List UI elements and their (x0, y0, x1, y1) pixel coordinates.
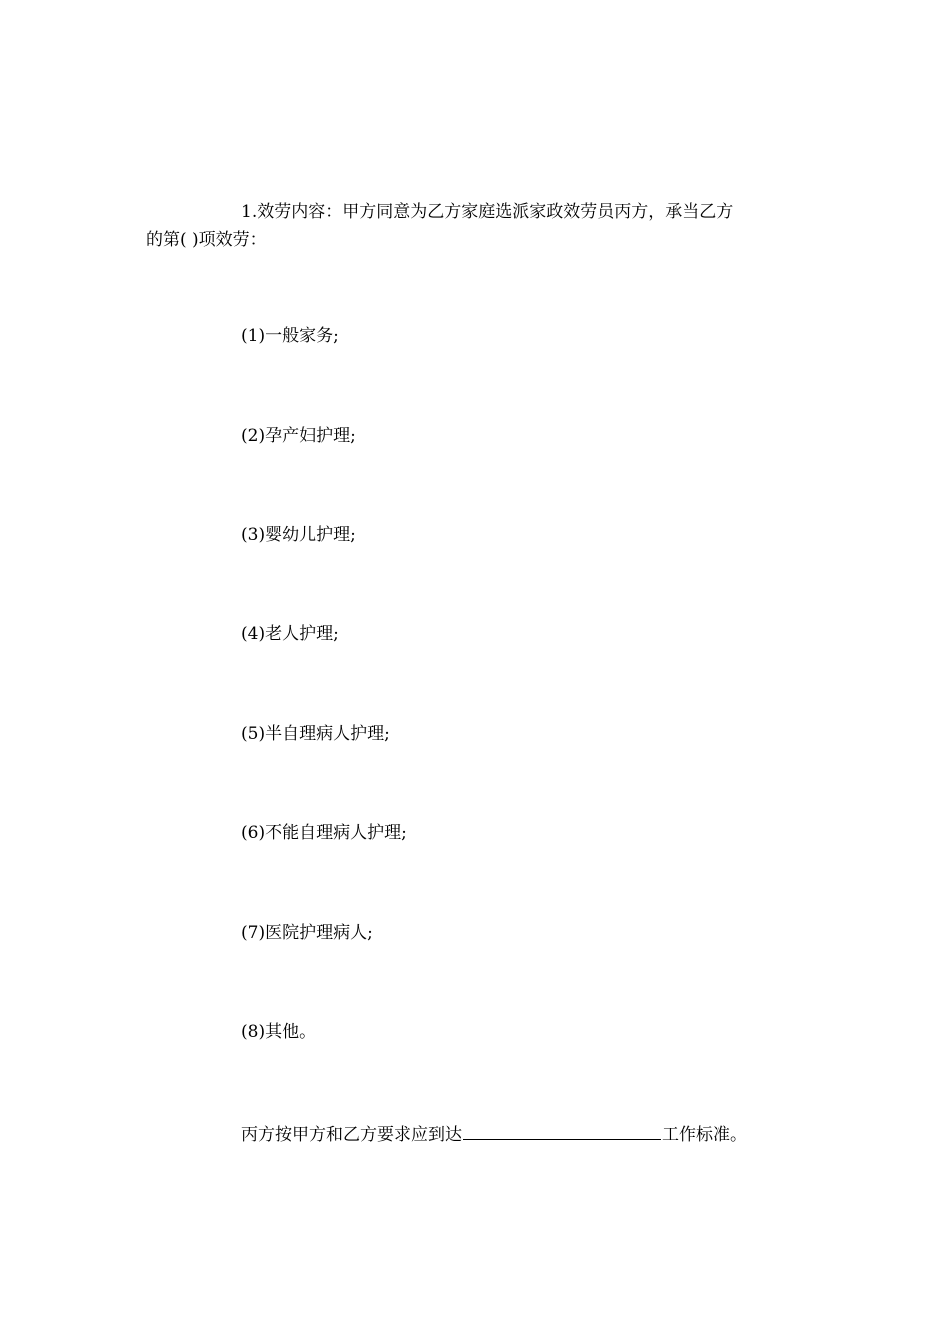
service-content-line-2: 的第( )项效劳： (146, 230, 267, 250)
service-content-line-1: 1.效劳内容：甲方同意为乙方家庭选派家政效劳员丙方，承当乙方 (241, 202, 734, 222)
service-item-2: (2)孕产妇护理; (241, 426, 356, 446)
service-item-5: (5)半自理病人护理; (241, 724, 390, 744)
work-standard-blank (463, 1119, 661, 1140)
work-standard-before: 丙方按甲方和乙方要求应到达 (241, 1125, 462, 1145)
service-item-4: (4)老人护理; (241, 624, 339, 644)
service-item-1: (1)一般家务; (241, 326, 339, 346)
service-item-7: (7)医院护理病人; (241, 923, 373, 943)
service-item-6: (6)不能自理病人护理; (241, 823, 407, 843)
service-item-3: (3)婴幼儿护理; (241, 525, 356, 545)
service-item-8: (8)其他。 (241, 1022, 317, 1042)
work-standard-paragraph (241, 1119, 747, 1149)
service-content-paragraph (146, 198, 806, 254)
work-standard-after: 工作标准。 (662, 1125, 747, 1145)
